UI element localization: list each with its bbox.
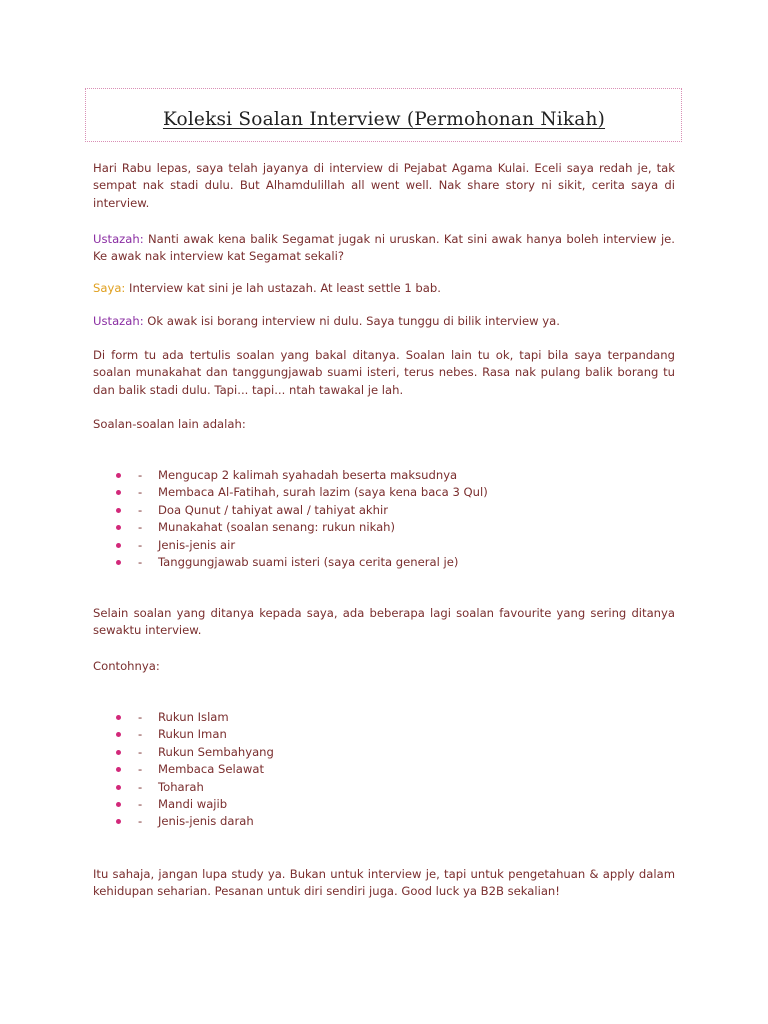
bullet-icon	[116, 543, 121, 548]
bullet-icon	[116, 767, 121, 772]
list2-heading: Contohnya:	[93, 659, 160, 673]
list1-heading: Soalan-soalan lain adalah:	[93, 417, 246, 431]
dialogue-text: Interview kat sini je lah ustazah. At least settle 1 bab.	[125, 281, 441, 295]
intro-paragraph: Hari Rabu lepas, saya telah jayanya di interview di Pejabat Agama Kulai. Eceli saya redah je, tak sempat nak stadi dulu. But Alhamdulillah all went well. Nak share story ni sikit, cerita saya di interview.	[93, 161, 675, 210]
bullet-icon	[116, 560, 121, 565]
bullet-icon	[116, 785, 121, 790]
document-title: Koleksi Soalan Interview (Permohonan Nikah)	[162, 109, 606, 130]
selain-paragraph: Selain soalan yang ditanya kepada saya, ada beberapa lagi soalan favourite yang sering ditanya sewaktu interview.	[93, 606, 675, 638]
bullet-icon	[116, 525, 121, 530]
form-paragraph: Di form tu ada tertulis soalan yang bakal ditanya. Soalan lain tu ok, tapi bila saya terpandang soalan munakahat dan tanggungjawab suami isteri, terus nebes. Rasa nak pulang balik borang tu dan balik stadi dulu. Tapi... tapi... ntah tawakal je lah.	[93, 348, 675, 397]
speaker-label: Ustazah:	[93, 314, 144, 328]
dialogue-text: Nanti awak kena balik Segamat jugak ni uruskan. Kat sini awak hanya boleh interview je. Ke awak nak interview kat Segamat sekali?	[93, 232, 675, 264]
closing-paragraph: Itu sahaja, jangan lupa study ya. Bukan untuk interview je, tapi untuk pengetahuan & apply dalam kehidupan seharian. Pesanan untuk diri sendiri juga. Good luck ya B2B sekalian!	[93, 867, 675, 899]
bullet-icon	[116, 802, 121, 807]
dialogue-text: Ok awak isi borang interview ni dulu. Saya tunggu di bilik interview ya.	[143, 314, 560, 328]
dialogue-ustazah-1	[93, 231, 675, 266]
bullet-icon	[116, 732, 121, 737]
dialogue-ustazah-2	[93, 313, 675, 330]
dialogue-saya	[93, 280, 675, 297]
bullet-icon	[116, 715, 121, 720]
bullet-icon	[116, 473, 121, 478]
bullet-icon	[116, 750, 121, 755]
bullet-icon	[116, 490, 121, 495]
speaker-label: Ustazah:	[93, 232, 144, 246]
speaker-label: Saya:	[93, 281, 126, 295]
bullet-icon	[116, 819, 121, 824]
bullet-icon	[116, 508, 121, 513]
